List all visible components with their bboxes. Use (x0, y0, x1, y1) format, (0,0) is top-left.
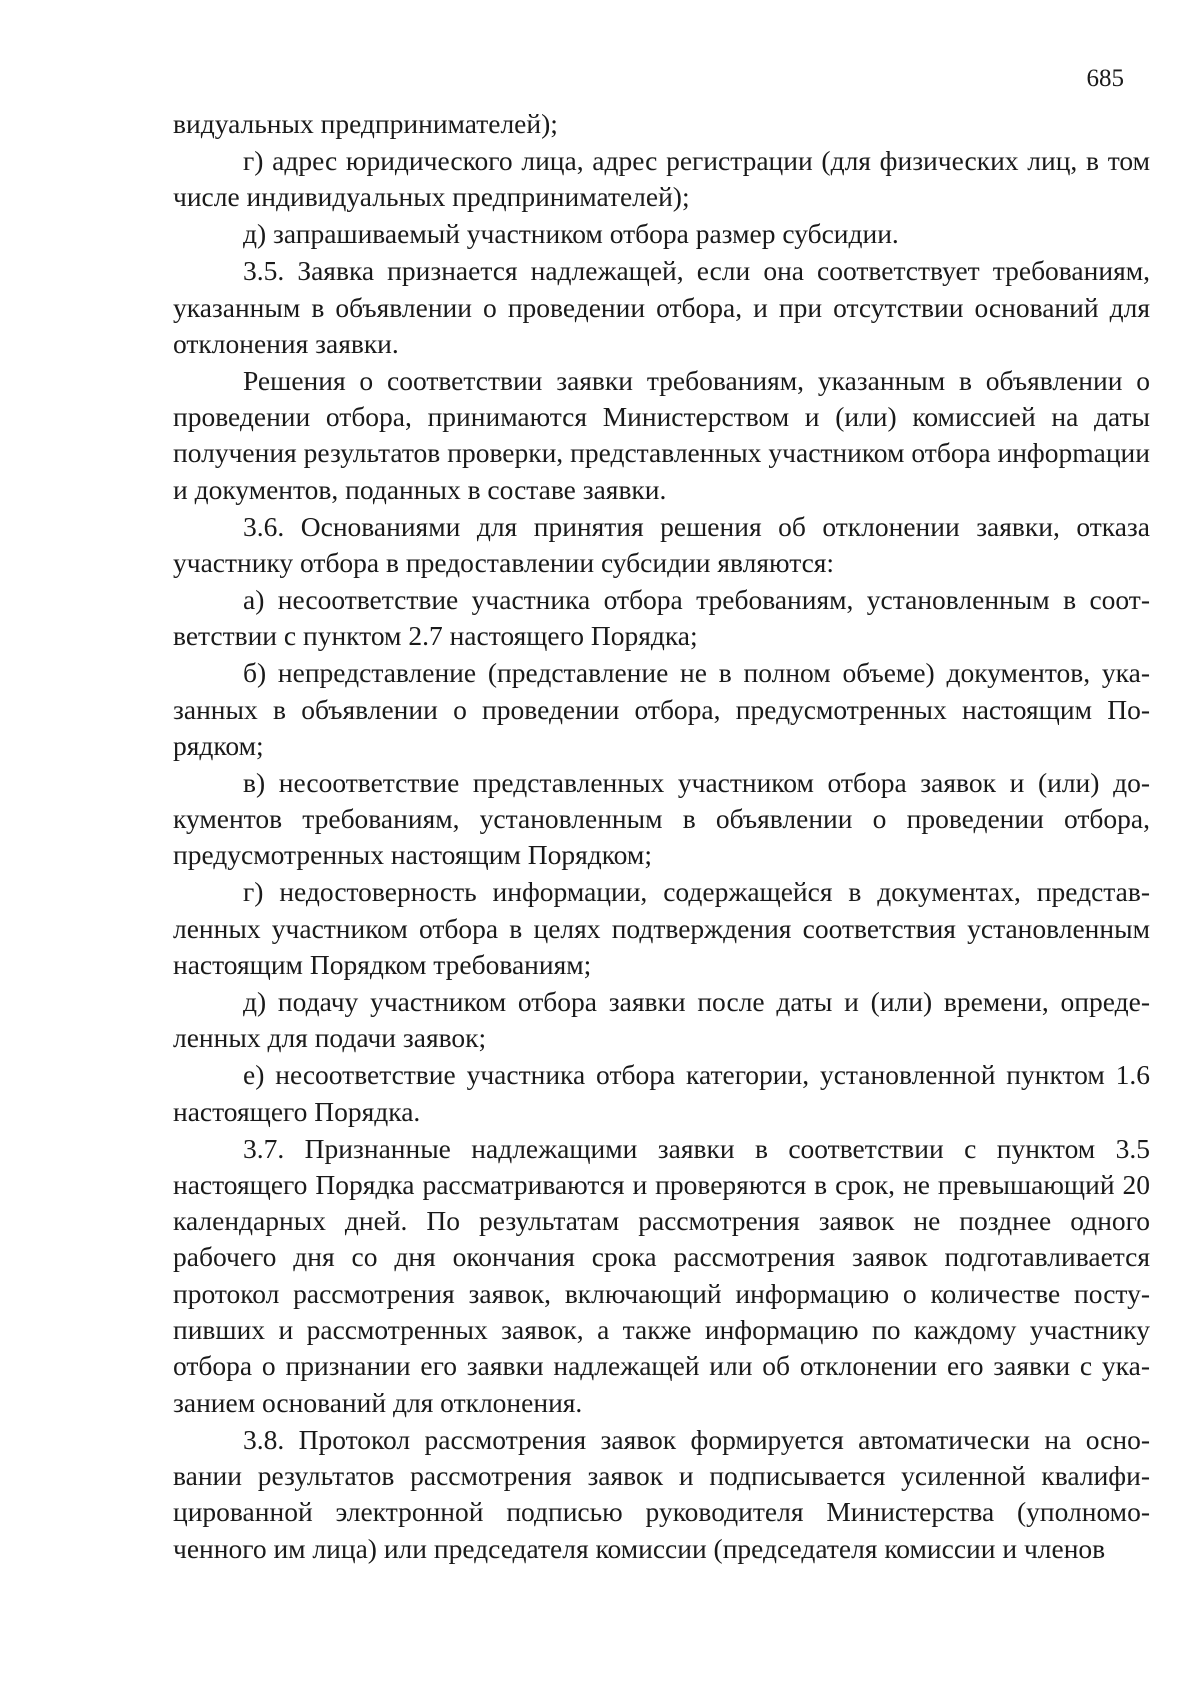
paragraph-3-6: 3.6. Основаниями для принятия решения об отклонении заявки, отказа участнику отбора в предоставлении субсидии являются: (173, 510, 1150, 578)
paragraph-3-7: 3.7. Признанные надлежащими заявки в соответствии с пунктом 3.5 настоящего Порядка рассматриваются и проверяются в срок, не превышающий 20 календарных дней. По результатам рассмотрения заявок не позднее одного рабочего дня со дня окончания срока рассмотрения заявок подготавливается протокол рассмотрения заявок, включающий информацию о количестве поступивших и рассмотренных заявок, а также информацию по каждому участнику отбора о признании его заявки надлежащей или об отклонении его заявки с указанием оснований для отклонения. (173, 1132, 1150, 1418)
page-number: 685 (1086, 65, 1124, 92)
paragraph-3-8: 3.8. Протокол рассмотрения заявок формируется автоматически на основании результатов рассмотрения заявок и подписывается усиленной квалифицированной электронной подписью руководителя Министерства (уполномоченного им лица) или председателя комиссии (председателя комиссии и членов (173, 1423, 1150, 1564)
paragraph-item-v: в) несоответствие представленных участником отбора заявок и (или) документов требованиям, установленным в объявлении о проведении отбора, предусмотренных настоящим Порядком; (173, 766, 1150, 871)
paragraph-item-a: а) несоответствие участника отбора требованиям, установленным в соответствии с пунктом 2.7 настоящего Порядка; (173, 583, 1150, 652)
paragraph-continuation: видуальных предпринимателей); (173, 108, 558, 139)
paragraph-item-e: е) несоответствие участника отбора категории, установленной пунктом 1.6 настоящего Порядка. (173, 1059, 1150, 1127)
paragraph-3-5: 3.5. Заявка признается надлежащей, если она соответствует требованиям, указанным в объявлении о проведении отбора, и при отсутствии оснований для отклонения заявки. (173, 255, 1150, 359)
paragraph-item-d-subsidy-amount: д) запрашиваемый участником отбора размер субсидии. (243, 218, 899, 250)
paragraph-item-g-address: г) адрес юридического лица, адрес регистрации (для физических лиц, в том числе индивидуальных предпринимателей); (173, 144, 1150, 213)
document-body (173, 106, 1150, 1568)
paragraph-decisions: Решения о соответствии заявки требованиям, указанным в объявлении о проведении отбора, принимаются Министерством и (или) комиссией на даты получения результатов проверки, представленных участником отбора инфорmации и документов, поданных в составе заявки. (173, 364, 1150, 505)
paragraph-item-g: г) недостоверность информации, содержащейся в документах, представленных участником отбора в целях подтверждения соответствия установленным настоящим Порядком требованиям; (173, 876, 1150, 981)
paragraph-item-d: д) подачу участником отбора заявки после даты и (или) времени, определенных для подачи заявок; (173, 986, 1150, 1054)
paragraph-item-b: б) непредставление (представление не в полном объеме) документов, указанных в объявлении о проведении отбора, предусмотренных настоящим Порядком; (173, 657, 1150, 761)
